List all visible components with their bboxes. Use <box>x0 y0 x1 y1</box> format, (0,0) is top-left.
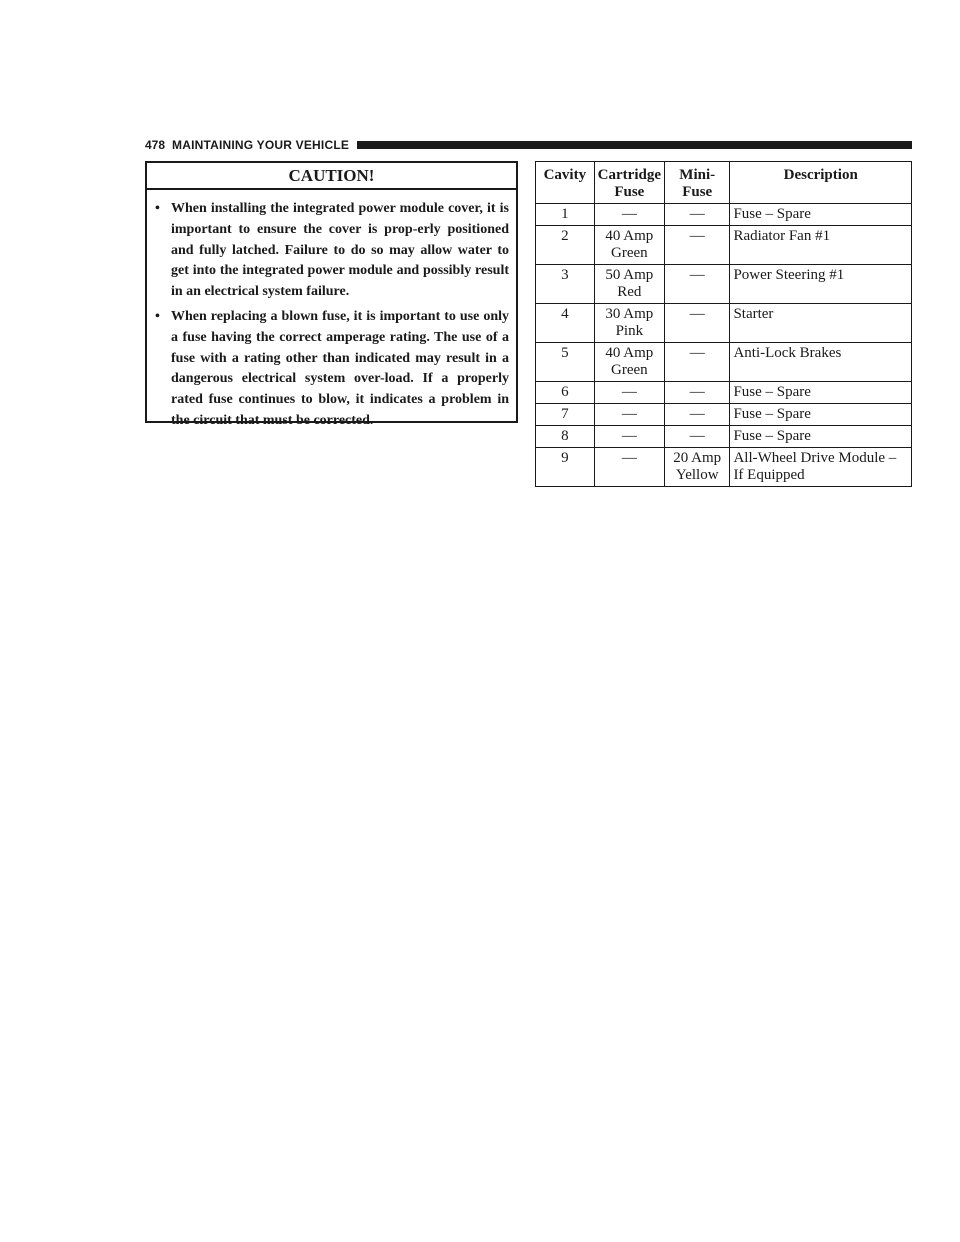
caution-box <box>145 161 518 428</box>
cartridge-cell: 40 Amp Green <box>594 226 664 265</box>
mini-fuse-cell: — <box>664 204 729 226</box>
description-cell: Power Steering #1 <box>730 265 912 304</box>
description-cell: All-Wheel Drive Module – If Equipped <box>730 448 912 487</box>
bullet-icon: • <box>155 201 160 216</box>
cavity-cell: 8 <box>536 426 595 448</box>
cartridge-cell: — <box>594 448 664 487</box>
cavity-cell: 9 <box>536 448 595 487</box>
mini-fuse-cell: — <box>664 304 729 343</box>
cavity-cell: 5 <box>536 343 595 382</box>
cartridge-cell: — <box>594 426 664 448</box>
cartridge-cell: 50 Amp Red <box>594 265 664 304</box>
caution-list <box>147 190 516 432</box>
description-cell: Starter <box>730 304 912 343</box>
mini-fuse-cell: — <box>664 265 729 304</box>
description-cell: Fuse – Spare <box>730 204 912 226</box>
table-row <box>536 265 912 304</box>
mini-fuse-cell: — <box>664 426 729 448</box>
header-cartridge-fuse: Cartridge Fuse <box>594 162 664 204</box>
table-row <box>536 204 912 226</box>
caution-title: CAUTION! <box>147 163 516 190</box>
caution-item <box>155 307 509 432</box>
mini-fuse-cell: — <box>664 382 729 404</box>
cartridge-cell: — <box>594 204 664 226</box>
fuse-table <box>535 161 912 487</box>
table-row <box>536 448 912 487</box>
cavity-cell: 3 <box>536 265 595 304</box>
table-row <box>536 404 912 426</box>
header-rule <box>357 141 912 149</box>
description-cell: Radiator Fan #1 <box>730 226 912 265</box>
caution-item-text: When installing the integrated power module cover, it is important to ensure the cover is prop-erly positioned and fully latched. Failure to do so may allow water to get into the integrated power module and possibly result in an electrical system failure. <box>171 201 509 300</box>
description-cell: Fuse – Spare <box>730 382 912 404</box>
page-number: 478 <box>145 138 166 152</box>
description-cell: Fuse – Spare <box>730 404 912 426</box>
cartridge-cell: 40 Amp Green <box>594 343 664 382</box>
cavity-cell: 1 <box>536 204 595 226</box>
cavity-cell: 7 <box>536 404 595 426</box>
cartridge-cell: — <box>594 382 664 404</box>
page-header <box>145 137 912 153</box>
cartridge-cell: — <box>594 404 664 426</box>
cavity-cell: 2 <box>536 226 595 265</box>
caution-item <box>155 199 509 303</box>
cartridge-cell: 30 Amp Pink <box>594 304 664 343</box>
caution-item-text: When replacing a blown fuse, it is important to use only a fuse having the correct amperage rating. The use of a fuse with a rating other than indicated may result in a dangerous electrical system over-load. If a properly rated fuse continues to blow, it indicates a problem in the circuit that must be corrected. <box>171 308 509 428</box>
mini-fuse-cell: — <box>664 404 729 426</box>
description-cell: Anti-Lock Brakes <box>730 343 912 382</box>
table-row <box>536 226 912 265</box>
table-row <box>536 343 912 382</box>
bullet-icon: • <box>155 308 160 324</box>
mini-fuse-cell: — <box>664 343 729 382</box>
mini-fuse-cell: 20 Amp Yellow <box>664 448 729 487</box>
header-mini-fuse: Mini-Fuse <box>664 162 729 204</box>
section-title: MAINTAINING YOUR VEHICLE <box>172 138 350 152</box>
cavity-cell: 6 <box>536 382 595 404</box>
table-header-row <box>536 162 912 204</box>
table-row <box>536 382 912 404</box>
mini-fuse-cell: — <box>664 226 729 265</box>
table-row <box>536 304 912 343</box>
header-description: Description <box>730 162 912 204</box>
header-cavity: Cavity <box>536 162 595 204</box>
description-cell: Fuse – Spare <box>730 426 912 448</box>
cavity-cell: 4 <box>536 304 595 343</box>
table-row <box>536 426 912 448</box>
